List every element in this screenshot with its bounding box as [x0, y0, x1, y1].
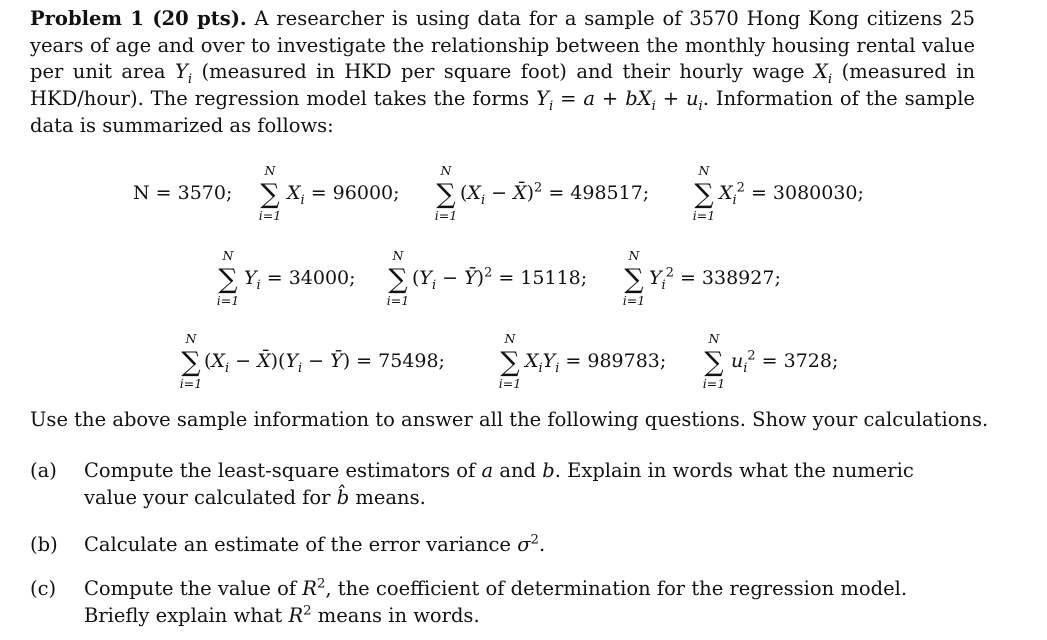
sum-xydev-operator [178, 331, 204, 391]
intro-text-2: (measured in HKD per square foot) and their hourly wage [201, 60, 805, 84]
stat-sum-y: $Y_i = 34000$; [244, 267, 356, 293]
stat-sum-xydev: ($X_i$ − $X̄)(Y_i$ − Ȳ) = 75498; [204, 350, 445, 376]
sum-upper-limit: N [392, 248, 404, 263]
stat-n: N = 3570; [133, 182, 233, 204]
question-c [30, 576, 990, 632]
intro-text-1: A researcher is using data for a sample of 3570 Hong Kong citizens 25 years of age and over to investigate the relationship between the monthly housing rental value per unit area [30, 7, 975, 84]
sigma-symbol: ∑ [436, 179, 456, 210]
stat-sum-y2: $Y_i^2 = 338927$; [649, 265, 781, 293]
question-text: Compute the least-square estimators of a and b. Explain in words what the numeric value your calculated for b̂ means. [84, 459, 914, 509]
question-text: Compute the value of $R^2$, the coefficient of determination for the regression model. Briefly explain what $R^2$ means in words. [84, 576, 908, 627]
sum-xy-operator [497, 331, 523, 391]
question-text: Calculate an estimate of the error variance $\sigma^2$. [84, 532, 546, 556]
sum-lower-limit: i=1 [434, 208, 458, 223]
sum-y-operator [215, 248, 241, 308]
sum-u2-operator [701, 331, 727, 391]
sum-upper-limit: N [698, 163, 710, 178]
sum-upper-limit: N [264, 163, 276, 178]
sum-upper-limit: N [708, 331, 720, 346]
var-xi: $X_i$ [814, 60, 833, 88]
sigma-symbol: ∑ [260, 179, 280, 210]
sum-upper-limit: N [185, 331, 197, 346]
problem-heading: Problem 1 (20 pts). [30, 7, 247, 30]
sum-lower-limit: i=1 [622, 293, 646, 308]
sum-lower-limit: i=1 [498, 376, 522, 391]
sigma-symbol: ∑ [694, 179, 714, 210]
sum-x2-operator [691, 163, 717, 223]
sum-ydev2-operator [385, 248, 411, 308]
sum-lower-limit: i=1 [216, 293, 240, 308]
sigma-symbol: ∑ [388, 264, 408, 295]
sum-x-operator [257, 163, 283, 223]
model-equation: $Y_i = a + bX_i + u_i$ [536, 87, 703, 114]
question-a [30, 458, 990, 514]
question-label: (a) [30, 459, 57, 482]
sigma-symbol: ∑ [181, 347, 201, 378]
problem-statement [30, 6, 975, 140]
stat-sum-x: $X_i = 96000$; [287, 182, 400, 208]
stat-sum-xdev2: ($X_i$ − X̄)$^2$ = 498517; [460, 180, 650, 208]
sum-upper-limit: N [440, 163, 452, 178]
intro-text-4: . Information of the sample data is summarized as follows: [30, 87, 975, 137]
stat-sum-xy: $X_iY_i = 989783$; [525, 350, 667, 376]
stats-row-1 [0, 163, 1047, 223]
var-yi: $Y_i$ [174, 60, 193, 88]
sum-upper-limit: N [628, 248, 640, 263]
sigma-symbol: ∑ [704, 347, 724, 378]
sum-lower-limit: i=1 [258, 208, 282, 223]
sum-y2-operator [621, 248, 647, 308]
sum-lower-limit: i=1 [179, 376, 203, 391]
sum-lower-limit: i=1 [692, 208, 716, 223]
question-b [30, 532, 990, 560]
sum-lower-limit: i=1 [386, 293, 410, 308]
sum-upper-limit: N [504, 331, 516, 346]
sigma-symbol: ∑ [500, 347, 520, 378]
stat-sum-x2: $X_i^2 = 3080030$; [719, 180, 864, 208]
stat-sum-ydev2: ($Y_i$ − Ȳ)$^2$ = 15118; [412, 265, 588, 293]
sum-lower-limit: i=1 [702, 376, 726, 391]
sigma-symbol: ∑ [218, 264, 238, 295]
instruction-text: Use the above sample information to answer all the following questions. Show your calculations. [30, 408, 989, 431]
question-label: (b) [30, 533, 58, 556]
sum-upper-limit: N [222, 248, 234, 263]
stats-row-3 [0, 331, 1047, 391]
sigma-symbol: ∑ [624, 264, 644, 295]
sum-xdev2-operator [433, 163, 459, 223]
intro-text-3: (measured in HKD/hour). The regression model takes the forms [30, 60, 975, 111]
question-label: (c) [30, 577, 57, 600]
stat-sum-u2: $u_i^2 = 3728$; [731, 348, 839, 376]
stats-row-2 [0, 248, 1047, 308]
